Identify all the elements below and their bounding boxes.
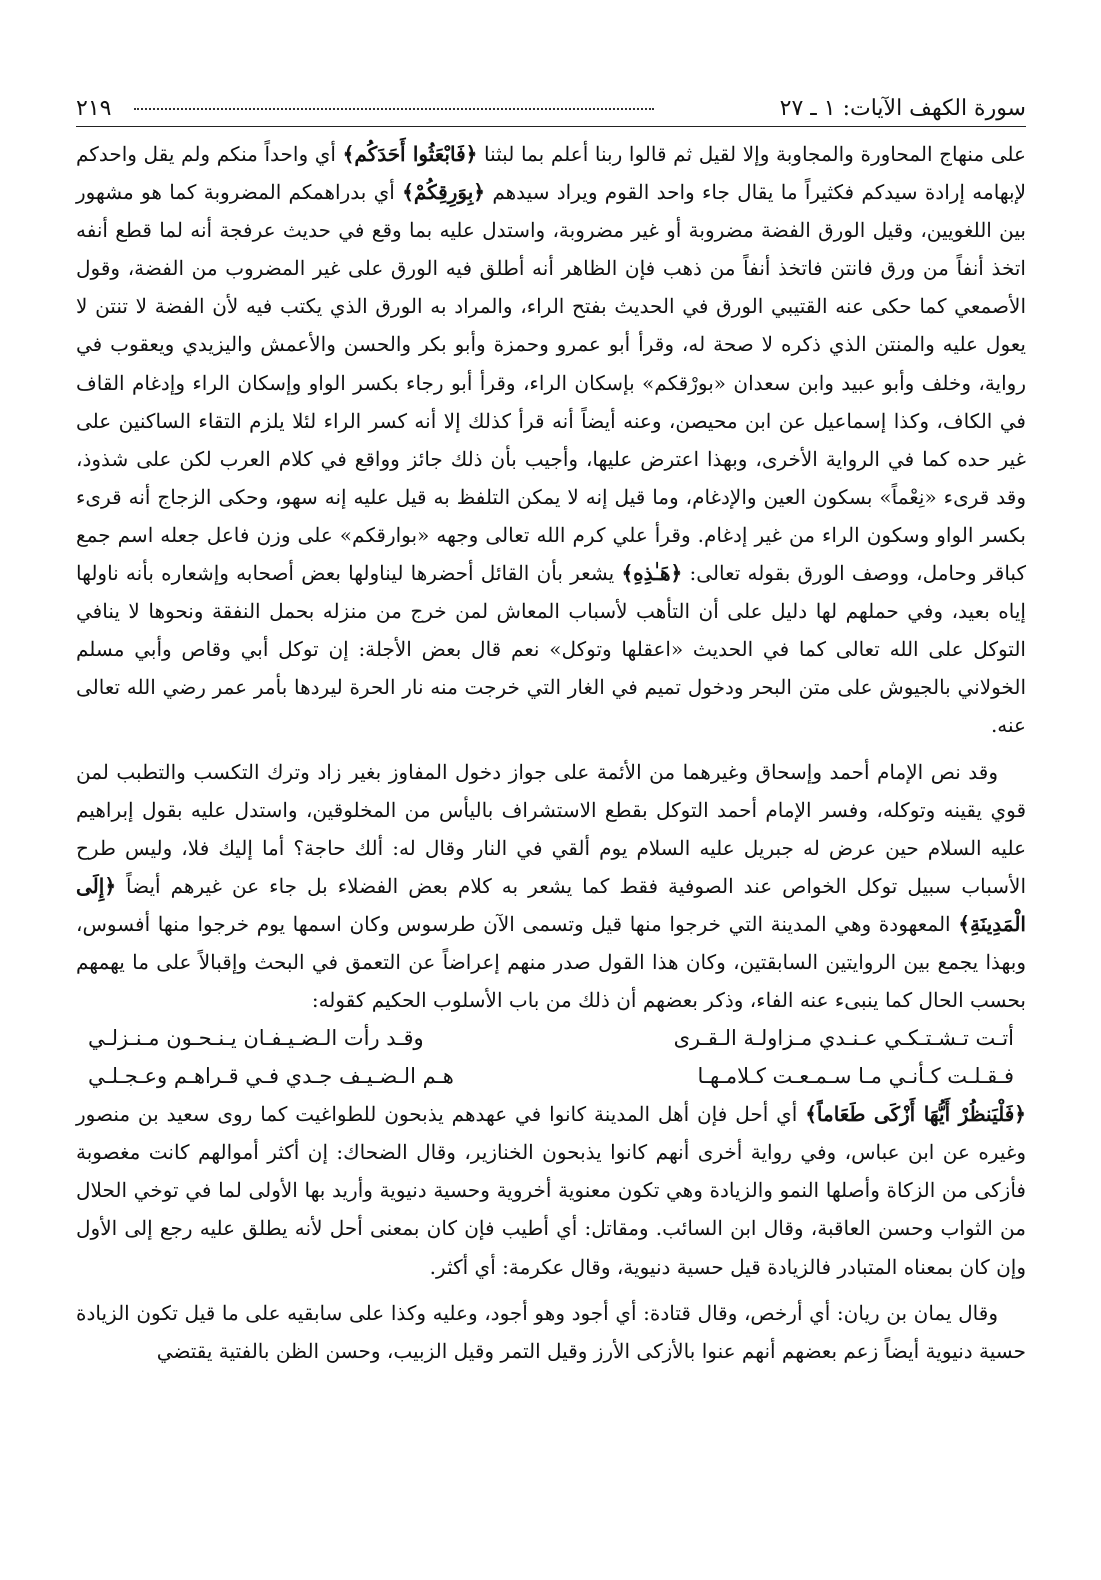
poem-line-1 [76, 1019, 1026, 1057]
commentary-paragraph-1 [76, 135, 1026, 745]
quran-quote: ﴿بِوَرِقِكُمْ﴾ [402, 180, 486, 205]
commentary-paragraph-2 [76, 753, 1026, 1020]
quran-quote: ﴿فَابْعَثُوا أَحَدَكُم﴾ [342, 142, 478, 166]
text-run: يشعر بأن القائل أحضرها ليناولها بعض أصحابه وإشعاره بأنه ناولها إياه بعيد، وفي حملهم لها دليل على أن التأهب لأسباب المعاش لمن خرج من منزله بحمل النفقة ونحوها لا ينافي التوكل على الله تعالى كما في الحديث «اعقلها وتوكل» نعم قال بعض الأجلة: إن توكل أبي وقاص وأبي مسلم الخولاني بالجيوش على متن البحر ودخول تميم في الغار التي خرجت منه نار الحرة ليردها بأمر عمر رضي الله تعالى عنه. [76, 561, 1026, 738]
quran-quote: ﴿هَـٰذِهِ﴾ [621, 561, 683, 586]
book-page [76, 92, 1026, 1370]
page-number: ٢١٩ [76, 96, 112, 121]
poem-line-2 [76, 1057, 1026, 1095]
surah-title: سورة الكهف الآيات: ١ ـ ٢٧ [779, 96, 1026, 121]
poem-hemistich-first: فـقـلـت كـأنـي مـا سـمـعـت كـلامـهـا [697, 1064, 1014, 1089]
poem-hemistich-first: أتـت تـشـتـكـي عـنـدي مـزاولـة الـقـرى [673, 1026, 1014, 1051]
poem-hemistich-second: وقـد رأت الـضـيـفـان يـنـحـون مـنـزلـي [88, 1026, 424, 1051]
quran-quote: ﴿فَلْيَنظُرْ أَيُّهَا أَزْكَى طَعَاماً﴾ [805, 1102, 1027, 1127]
commentary-paragraph-3 [76, 1095, 1026, 1285]
text-run: أي أحل فإن أهل المدينة كانوا في عهدهم يذبحون للطواغيت كما روى سعيد بن منصور وغيره عن ابن عباس، وفي رواية أخرى أنهم كانوا يذبحون الخنازير، وقال الضحاك: إن أكثر أموالهم كانت مغصوبة فأزكى من الزكاة وأصلها النمو والزيادة وهي تكون معنوية أخروية وحسية دنيوية وأريد بها الأولى لما في توخي الحلال من الثواب وحسن العاقبة، وقال ابن السائب. ومقاتل: أي أطيب فإن كان بمعنى أحل لأنه يطلق عليه رجع إلى الأول وإن كان بمعناه المتبادر فالزيادة قيل حسية دنيوية، وقال عكرمة: أي أكثر. [76, 1102, 1026, 1279]
quran-quote: ﴿إِلَى الْمَدِينَةِ﴾ [76, 873, 1026, 936]
text-run: وقال يمان بن ريان: أي أرخص، وقال قتادة: أي أجود وهو أجود، وعليه وكذا على سابقيه على ما قيل تكون الزيادة حسية دنيوية أيضاً زعم بعضهم أنهم عنوا بالأزكى الأرز وقيل التمر وقيل الزبيب، وحسن الظن بالفتية يقتضي [76, 1300, 1026, 1363]
running-header [76, 92, 1026, 126]
text-run: على منهاج المحاورة والمجاوبة وإلا لقيل ثم قالوا ربنا أعلم بما لبثنا [477, 142, 1026, 166]
header-rule [76, 126, 1026, 127]
text-run: أي بدراهمكم المضروبة كما هو مشهور بين اللغويين، وقيل الورق الفضة مضروبة أو غير مضروبة، واستدل عليه بما وقع في حديث عرفجة أنه لما قطع أنفه اتخذ أنفاً من ورق فانتن فاتخذ أنفاً من ذهب فإن الظاهر أنه أطلق فيه الورق على غير المضروب من الفضة، وقول الأصمعي كما حكى عنه القتيبي الورق في الحديث بفتح الراء، والمراد به الورق الذي يكتب فيه لأن الفضة لا تنتن لا يعول عليه والمنتن الذي ذكره لا صحة له، وقرأ أبو عمرو وحمزة وأبو بكر والحسن والأعمش واليزيدي ويعقوب في رواية، وخلف وأبو عبيد وابن سعدان «بورْقكم» بإسكان الراء، وقرأ أبو رجاء بكسر الواو وإسكان الراء وإدغام القاف في الكاف، وكذا إسماعيل عن ابن محيصن، وعنه أيضاً أنه قرأ كذلك إلا أنه كسر الراء لئلا يلزم التقاء الساكنين على غير حده كما في الرواية الأخرى، وبهذا اعترض عليها، وأجيب بأن ذلك جائز وواقع في كلام العرب لكن على شذوذ، وقد قرىء «نِعْماً» بسكون العين والإدغام، وما قيل إنه لا يمكن التلفظ به قيل عليه إنه سهو، وحكى الزجاج أنه قرىء بكسر الواو وسكون الراء من غير إدغام. وقرأ علي كرم الله تعالى وجهه «بوارقكم» على وزن فاعل جعله اسم جمع كباقر وحامل، ووصف الورق بقوله تعالى: [76, 180, 1026, 586]
dotted-leader [134, 108, 654, 110]
text-run: وقد نص الإمام أحمد وإسحاق وغيرهما من الأئمة على جواز دخول المفاوز بغير زاد وترك التكسب والتطبب لمن قوي يقينه وتوكله، وفسر الإمام أحمد التوكل بقطع الاستشراف باليأس من المخلوقين، واستدل عليه بقول إبراهيم عليه السلام حين عرض له جبريل عليه السلام يوم ألقي في النار وقال له: ألك حاجة؟ أما إليك فلا، وليس طرح الأسباب سبيل توكل الخواص عند الصوفية فقط كما يشعر به كلام بعض الفضلاء بل جاء عن غيرهم أيضاً [76, 759, 1027, 898]
text-run: المعهودة وهي المدينة التي خرجوا منها قيل وتسمى الآن طرسوس وكان اسمها يوم خرجوا منها أفسوس، وبهذا يجمع بين الروايتين السابقتين، وكان هذا القول صدر منهم إعراضاً عن التعمق في البحث وإقبالاً على ما يهمهم بحسب الحال كما ينبىء عنه الفاء، وذكر بعضهم أن ذلك من باب الأسلوب الحكيم كقوله: [76, 911, 1026, 1013]
commentary-paragraph-4 [76, 1294, 1026, 1370]
text-run: أي واحداً منكم ولم يقل واحدكم لإبهامه إرادة سيدكم فكثيراً ما يقال جاء واحد القوم ويراد سيدهم [76, 142, 1026, 205]
poem-hemistich-second: هـم الـضـيـف جـدي فـي قـراهـم وعـجـلـي [88, 1064, 454, 1089]
